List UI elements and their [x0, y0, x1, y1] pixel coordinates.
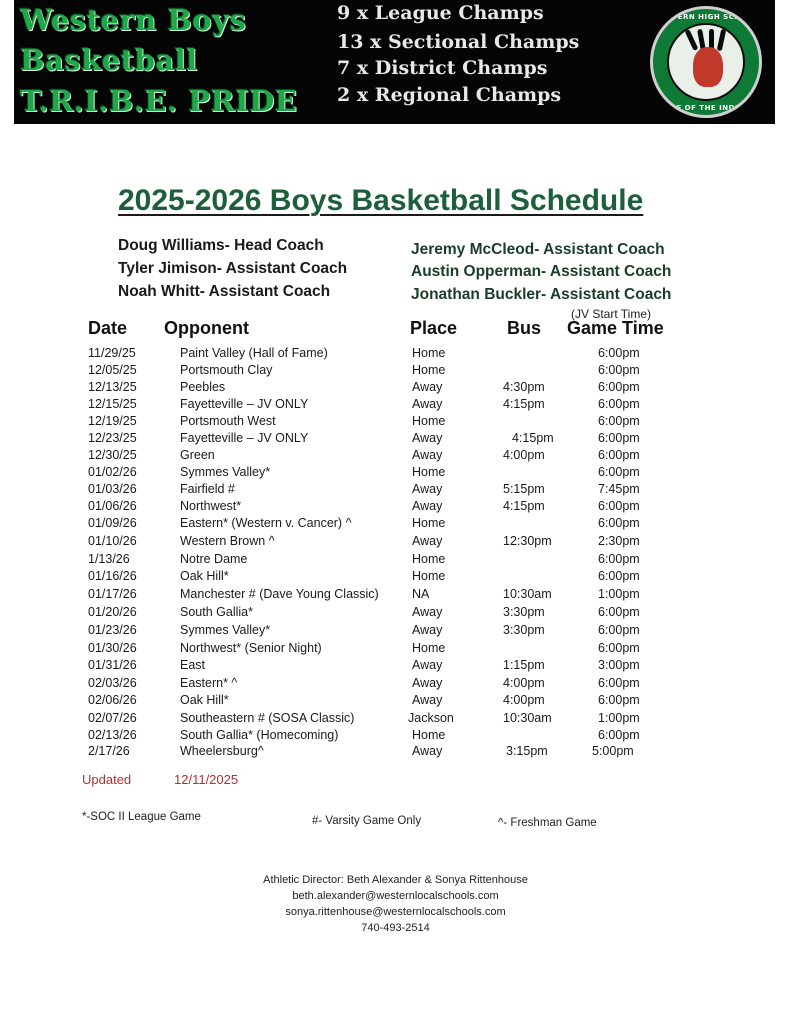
game-place: Away: [412, 448, 443, 462]
game-time: 1:00pm: [598, 711, 640, 725]
table-row: [0, 465, 791, 482]
game-date: 01/31/26: [88, 658, 137, 672]
game-bus: 4:00pm: [503, 448, 545, 462]
director-email: beth.alexander@westernlocalschools.com: [292, 890, 499, 902]
game-opponent: Southeastern # (SOSA Classic): [180, 711, 355, 725]
game-place: Home: [412, 641, 446, 655]
game-place: Away: [412, 693, 443, 707]
game-place: Home: [412, 346, 446, 360]
table-row: [0, 534, 791, 551]
legend-league-game: *-SOC II League Game: [82, 811, 201, 823]
school-logo: [650, 6, 762, 118]
game-time: 3:00pm: [598, 658, 640, 672]
game-time: 6:00pm: [598, 431, 640, 445]
table-row: [0, 552, 791, 569]
game-date: 02/03/26: [88, 676, 137, 690]
game-time: 6:00pm: [598, 728, 640, 742]
game-date: 11/29/25: [88, 346, 136, 360]
game-date: 02/07/26: [88, 711, 137, 725]
table-row: [0, 587, 791, 604]
game-place: Home: [412, 465, 446, 479]
game-time: 6:00pm: [598, 552, 640, 566]
game-date: 01/23/26: [88, 623, 137, 637]
logo-top-text: WESTERN HIGH SCHOOL: [653, 13, 759, 21]
header-banner: [14, 0, 775, 124]
game-date: 01/20/26: [88, 605, 137, 619]
game-bus: 4:30pm: [503, 380, 545, 394]
table-row: [0, 623, 791, 640]
game-date: 01/03/26: [88, 482, 137, 496]
game-date: 02/13/26: [88, 728, 137, 742]
game-date: 01/16/26: [88, 569, 137, 583]
game-opponent: Fayetteville – JV ONLY: [180, 431, 309, 445]
game-time: 6:00pm: [598, 605, 640, 619]
game-date: 1/13/26: [88, 552, 130, 566]
game-place: Home: [412, 569, 446, 583]
game-time: 6:00pm: [598, 363, 640, 377]
game-time: 6:00pm: [598, 641, 640, 655]
game-opponent: Symmes Valley*: [180, 623, 271, 637]
game-time: 6:00pm: [598, 676, 640, 690]
game-place: Away: [412, 744, 443, 758]
game-opponent: Northwest* (Senior Night): [180, 641, 322, 655]
game-bus: 10:30am: [503, 587, 552, 601]
game-time: 6:00pm: [598, 414, 640, 428]
game-date: 01/02/26: [88, 465, 137, 479]
table-row: [0, 605, 791, 622]
game-opponent: East: [180, 658, 206, 672]
table-row: [0, 658, 791, 675]
game-time: 6:00pm: [598, 623, 640, 637]
table-row: [0, 728, 791, 745]
coach-assistant: Tyler Jimison- Assistant Coach: [118, 260, 348, 277]
column-header-bus: Bus: [507, 318, 542, 338]
game-bus: 10:30am: [503, 711, 552, 725]
table-row: [0, 482, 791, 499]
column-header-place: Place: [410, 318, 458, 338]
game-bus: 4:00pm: [503, 676, 545, 690]
game-bus: 4:15pm: [503, 499, 545, 513]
game-opponent: Portsmouth Clay: [180, 363, 273, 377]
game-bus: 3:15pm: [506, 744, 548, 758]
game-opponent: Portsmouth West: [180, 414, 276, 428]
game-place: Away: [412, 623, 443, 637]
game-place: Away: [412, 676, 443, 690]
banner-regional-champs: 2 x Regional Champs: [337, 84, 562, 106]
game-place: Away: [412, 534, 443, 548]
game-time: 6:00pm: [598, 380, 640, 394]
table-row: [0, 414, 791, 431]
game-opponent: South Gallia* (Homecoming): [180, 728, 339, 742]
table-row: [0, 641, 791, 658]
table-row: [0, 744, 791, 761]
indian-head-emblem: [667, 23, 745, 101]
game-time: 7:45pm: [598, 482, 640, 496]
game-bus: 4:00pm: [503, 693, 545, 707]
banner-line-team: Western Boys: [20, 3, 247, 37]
game-date: 01/10/26: [88, 534, 137, 548]
coach-head: Doug Williams- Head Coach: [118, 237, 324, 254]
legend-freshman-game: ^- Freshman Game: [498, 817, 597, 829]
game-place: Away: [412, 605, 443, 619]
game-date: 12/19/25: [88, 414, 137, 428]
updated-label: Updated: [82, 772, 132, 787]
column-header-opponent: Opponent: [164, 318, 249, 338]
game-time: 1:00pm: [598, 587, 640, 601]
game-place: Away: [412, 499, 443, 513]
column-header-date: Date: [88, 318, 128, 338]
table-row: [0, 676, 791, 693]
page-title: 2025-2026 Boys Basketball Schedule: [118, 184, 644, 217]
game-opponent: Fairfield #: [180, 482, 235, 496]
game-date: 01/06/26: [88, 499, 137, 513]
game-time: 6:00pm: [598, 346, 640, 360]
game-time: 6:00pm: [598, 448, 640, 462]
game-opponent: South Gallia*: [180, 605, 253, 619]
jv-start-note: (JV Start Time): [571, 307, 652, 321]
game-bus: 3:30pm: [503, 623, 545, 637]
game-date: 01/17/26: [88, 587, 137, 601]
updated-date: 12/11/2025: [174, 772, 239, 787]
game-opponent: Symmes Valley*: [180, 465, 271, 479]
game-opponent: Northwest*: [180, 499, 242, 513]
game-date: 12/30/25: [88, 448, 137, 462]
banner-line-sport: Basketball: [20, 43, 198, 77]
game-opponent: Oak Hill*: [180, 569, 229, 583]
game-opponent: Peebles: [180, 380, 226, 394]
game-date: 12/23/25: [88, 431, 137, 445]
athletic-director: Athletic Director: Beth Alexander & Sonya Rittenhouse: [263, 874, 528, 886]
coach-assistant: Jeremy McCleod- Assistant Coach: [411, 241, 665, 258]
game-time: 6:00pm: [598, 569, 640, 583]
game-time: 2:30pm: [598, 534, 640, 548]
game-place: Away: [412, 397, 443, 411]
game-time: 6:00pm: [598, 516, 640, 530]
game-place: Away: [412, 380, 443, 394]
table-row: [0, 711, 791, 728]
game-place: Away: [412, 431, 443, 445]
game-place: Jackson: [408, 711, 454, 725]
coach-assistant: Jonathan Buckler- Assistant Coach: [411, 286, 672, 303]
column-header-game-time: Game Time: [567, 318, 664, 338]
game-place: Away: [412, 658, 443, 672]
game-time: 6:00pm: [598, 499, 640, 513]
game-date: 12/13/25: [88, 380, 137, 394]
game-bus: 4:15pm: [503, 397, 545, 411]
banner-line-motto: T.R.I.B.E. PRIDE: [20, 84, 298, 118]
game-place: Home: [412, 363, 446, 377]
game-opponent: Notre Dame: [180, 552, 248, 566]
game-date: 02/06/26: [88, 693, 137, 707]
game-opponent: Green: [180, 448, 215, 462]
game-place: Home: [412, 552, 446, 566]
game-place: Home: [412, 414, 446, 428]
game-time: 6:00pm: [598, 465, 640, 479]
table-row: [0, 499, 791, 516]
banner-district-champs: 7 x District Champs: [337, 57, 548, 79]
table-row: [0, 363, 791, 380]
game-time: 6:00pm: [598, 397, 640, 411]
game-date: 01/09/26: [88, 516, 137, 530]
table-row: [0, 346, 791, 363]
banner-sectional-champs: 13 x Sectional Champs: [337, 31, 580, 53]
game-bus: 1:15pm: [503, 658, 545, 672]
game-opponent: Manchester # (Dave Young Classic): [180, 587, 379, 601]
table-row: [0, 448, 791, 465]
table-row: [0, 380, 791, 397]
game-opponent: Eastern* ^: [180, 676, 238, 690]
game-date: 2/17/26: [88, 744, 130, 758]
game-opponent: Paint Valley (Hall of Fame): [180, 346, 328, 360]
game-opponent: Eastern* (Western v. Cancer) ^: [180, 516, 352, 530]
phone-number: 740-493-2514: [361, 922, 430, 934]
game-date: 12/05/25: [88, 363, 137, 377]
game-place: NA: [412, 587, 430, 601]
game-bus: 4:15pm: [512, 431, 554, 445]
game-place: Home: [412, 516, 446, 530]
game-bus: 12:30pm: [503, 534, 552, 548]
coach-assistant: Austin Opperman- Assistant Coach: [411, 263, 672, 280]
table-row: [0, 693, 791, 710]
table-row: [0, 569, 791, 586]
game-date: 12/15/25: [88, 397, 137, 411]
game-opponent: Oak Hill*: [180, 693, 229, 707]
legend-varsity-only: #- Varsity Game Only: [312, 815, 422, 827]
game-opponent: Western Brown ^: [180, 534, 275, 548]
table-row: [0, 397, 791, 414]
game-bus: 3:30pm: [503, 605, 545, 619]
logo-bottom-text: HOME OF THE INDIANS: [656, 104, 756, 112]
game-opponent: Wheelersburg^: [180, 744, 264, 758]
game-bus: 5:15pm: [503, 482, 545, 496]
game-time: 6:00pm: [598, 693, 640, 707]
coach-assistant: Noah Whitt- Assistant Coach: [118, 283, 331, 300]
table-row: [0, 516, 791, 533]
director-email: sonya.rittenhouse@westernlocalschools.com: [285, 906, 506, 918]
game-date: 01/30/26: [88, 641, 137, 655]
game-time: 5:00pm: [592, 744, 634, 758]
game-place: Away: [412, 482, 443, 496]
game-place: Home: [412, 728, 446, 742]
banner-league-champs: 9 x League Champs: [337, 2, 544, 24]
game-opponent: Fayetteville – JV ONLY: [180, 397, 309, 411]
table-row: [0, 431, 791, 448]
